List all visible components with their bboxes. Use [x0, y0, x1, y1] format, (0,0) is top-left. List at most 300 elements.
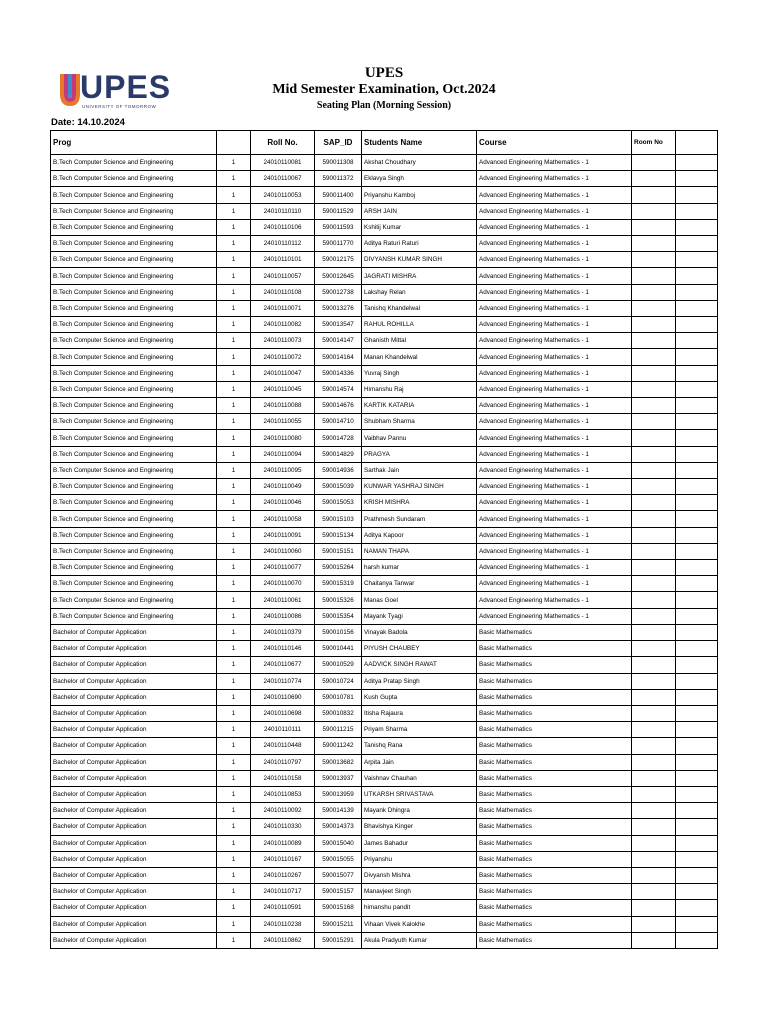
table-row: [51, 381, 718, 397]
cell-room-no: [632, 722, 676, 738]
cell-roll-no: 24010110108: [251, 284, 315, 300]
cell-prog: Bachelor of Computer Application: [51, 689, 217, 705]
cell-student-name: Aditya Raturi Raturi: [362, 236, 477, 252]
cell-semester: 1: [217, 932, 251, 948]
cell-course: Basic Mathematics: [477, 786, 632, 802]
cell-extra: [676, 916, 718, 932]
cell-course: Advanced Engineering Mathematics - 1: [477, 203, 632, 219]
seating-table: [50, 130, 718, 949]
cell-prog: Bachelor of Computer Application: [51, 754, 217, 770]
cell-prog: Bachelor of Computer Application: [51, 705, 217, 721]
cell-student-name: RAHUL ROHILLA: [362, 317, 477, 333]
cell-room-no: [632, 219, 676, 235]
table-row: [51, 300, 718, 316]
cell-student-name: Vaibhav Pannu: [362, 430, 477, 446]
cell-prog: B.Tech Computer Science and Engineering: [51, 608, 217, 624]
university-title: UPES: [364, 65, 404, 81]
cell-sap-id: 590010781: [315, 689, 362, 705]
cell-sap-id: 590014829: [315, 446, 362, 462]
cell-semester: 1: [217, 754, 251, 770]
cell-extra: [676, 381, 718, 397]
cell-semester: 1: [217, 722, 251, 738]
cell-semester: 1: [217, 819, 251, 835]
cell-roll-no: 24010110073: [251, 333, 315, 349]
table-row: [51, 641, 718, 657]
col-roll-no: Roll No.: [251, 131, 315, 155]
cell-semester: 1: [217, 219, 251, 235]
cell-roll-no: 24010110797: [251, 754, 315, 770]
cell-extra: [676, 867, 718, 883]
cell-sap-id: 590015134: [315, 527, 362, 543]
cell-room-no: [632, 673, 676, 689]
cell-student-name: Vaishnav Chauhan: [362, 770, 477, 786]
cell-semester: 1: [217, 349, 251, 365]
cell-prog: B.Tech Computer Science and Engineering: [51, 398, 217, 414]
table-row: [51, 722, 718, 738]
cell-student-name: Ghanisth Mittal: [362, 333, 477, 349]
cell-prog: B.Tech Computer Science and Engineering: [51, 236, 217, 252]
table-row: [51, 673, 718, 689]
cell-semester: 1: [217, 479, 251, 495]
cell-room-no: [632, 884, 676, 900]
cell-room-no: [632, 333, 676, 349]
table-row: [51, 932, 718, 948]
cell-extra: [676, 835, 718, 851]
cell-roll-no: 24010110046: [251, 495, 315, 511]
cell-roll-no: 24010110330: [251, 819, 315, 835]
cell-room-no: [632, 900, 676, 916]
cell-course: Advanced Engineering Mathematics - 1: [477, 560, 632, 576]
cell-sap-id: 590013276: [315, 300, 362, 316]
cell-student-name: Yuvraj Singh: [362, 365, 477, 381]
cell-semester: 1: [217, 592, 251, 608]
cell-prog: B.Tech Computer Science and Engineering: [51, 187, 217, 203]
cell-prog: B.Tech Computer Science and Engineering: [51, 381, 217, 397]
cell-semester: 1: [217, 705, 251, 721]
cell-room-no: [632, 479, 676, 495]
cell-roll-no: 24010110077: [251, 560, 315, 576]
cell-extra: [676, 268, 718, 284]
cell-course: Basic Mathematics: [477, 624, 632, 640]
cell-roll-no: 24010110095: [251, 462, 315, 478]
cell-course: Advanced Engineering Mathematics - 1: [477, 511, 632, 527]
exam-title: Mid Semester Examination, Oct.2024: [272, 82, 496, 97]
cell-course: Basic Mathematics: [477, 819, 632, 835]
cell-room-no: [632, 171, 676, 187]
cell-prog: B.Tech Computer Science and Engineering: [51, 300, 217, 316]
cell-prog: B.Tech Computer Science and Engineering: [51, 511, 217, 527]
cell-extra: [676, 317, 718, 333]
cell-sap-id: 590014139: [315, 803, 362, 819]
cell-sap-id: 590015151: [315, 543, 362, 559]
cell-prog: Bachelor of Computer Application: [51, 803, 217, 819]
cell-semester: 1: [217, 624, 251, 640]
cell-extra: [676, 722, 718, 738]
cell-prog: B.Tech Computer Science and Engineering: [51, 317, 217, 333]
cell-room-no: [632, 560, 676, 576]
cell-room-no: [632, 300, 676, 316]
cell-sap-id: 590011215: [315, 722, 362, 738]
cell-room-no: [632, 155, 676, 171]
cell-semester: 1: [217, 576, 251, 592]
cell-course: Advanced Engineering Mathematics - 1: [477, 252, 632, 268]
cell-room-no: [632, 414, 676, 430]
cell-sap-id: 590010441: [315, 641, 362, 657]
cell-semester: 1: [217, 527, 251, 543]
cell-room-no: [632, 592, 676, 608]
cell-prog: Bachelor of Computer Application: [51, 770, 217, 786]
col-room-no: Room No: [632, 131, 676, 155]
cell-student-name: PRAGYA: [362, 446, 477, 462]
cell-course: Advanced Engineering Mathematics - 1: [477, 381, 632, 397]
cell-sap-id: 590014676: [315, 398, 362, 414]
cell-extra: [676, 252, 718, 268]
cell-semester: 1: [217, 851, 251, 867]
cell-extra: [676, 495, 718, 511]
cell-semester: 1: [217, 446, 251, 462]
table-row: [51, 187, 718, 203]
cell-room-no: [632, 446, 676, 462]
cell-semester: 1: [217, 543, 251, 559]
cell-semester: 1: [217, 462, 251, 478]
cell-semester: 1: [217, 738, 251, 754]
cell-student-name: Priyanshu: [362, 851, 477, 867]
cell-prog: B.Tech Computer Science and Engineering: [51, 592, 217, 608]
cell-course: Advanced Engineering Mathematics - 1: [477, 155, 632, 171]
cell-extra: [676, 641, 718, 657]
cell-prog: Bachelor of Computer Application: [51, 819, 217, 835]
cell-sap-id: 590014336: [315, 365, 362, 381]
cell-student-name: Kshitij Kumar: [362, 219, 477, 235]
table-header-row: [51, 131, 718, 155]
cell-sap-id: 590012738: [315, 284, 362, 300]
cell-extra: [676, 657, 718, 673]
cell-course: Basic Mathematics: [477, 803, 632, 819]
cell-prog: B.Tech Computer Science and Engineering: [51, 268, 217, 284]
cell-prog: B.Tech Computer Science and Engineering: [51, 560, 217, 576]
cell-prog: Bachelor of Computer Application: [51, 851, 217, 867]
cell-roll-no: 24010110067: [251, 171, 315, 187]
cell-sap-id: 590010832: [315, 705, 362, 721]
cell-room-no: [632, 689, 676, 705]
table-row: [51, 835, 718, 851]
cell-student-name: James Bahadur: [362, 835, 477, 851]
cell-semester: 1: [217, 673, 251, 689]
cell-sap-id: 590015326: [315, 592, 362, 608]
table-row: [51, 365, 718, 381]
cell-prog: Bachelor of Computer Application: [51, 738, 217, 754]
cell-course: Advanced Engineering Mathematics - 1: [477, 608, 632, 624]
cell-semester: 1: [217, 900, 251, 916]
cell-roll-no: 24010110111: [251, 722, 315, 738]
cell-extra: [676, 155, 718, 171]
cell-sap-id: 590015319: [315, 576, 362, 592]
cell-semester: 1: [217, 236, 251, 252]
cell-roll-no: 24010110448: [251, 738, 315, 754]
col-prog: Prog: [51, 131, 217, 155]
cell-roll-no: 24010110081: [251, 155, 315, 171]
table-row: [51, 219, 718, 235]
cell-course: Advanced Engineering Mathematics - 1: [477, 543, 632, 559]
seating-table-body: [51, 155, 718, 949]
cell-roll-no: 24010110146: [251, 641, 315, 657]
cell-room-no: [632, 462, 676, 478]
cell-prog: Bachelor of Computer Application: [51, 786, 217, 802]
cell-sap-id: 590014373: [315, 819, 362, 835]
cell-course: Advanced Engineering Mathematics - 1: [477, 430, 632, 446]
cell-course: Basic Mathematics: [477, 916, 632, 932]
cell-course: Basic Mathematics: [477, 738, 632, 754]
cell-room-no: [632, 203, 676, 219]
cell-semester: 1: [217, 867, 251, 883]
cell-course: Advanced Engineering Mathematics - 1: [477, 284, 632, 300]
cell-student-name: himanshu pandit: [362, 900, 477, 916]
cell-semester: 1: [217, 430, 251, 446]
table-row: [51, 786, 718, 802]
cell-roll-no: 24010110072: [251, 349, 315, 365]
logo-wordmark: UPES: [80, 69, 172, 105]
cell-prog: B.Tech Computer Science and Engineering: [51, 446, 217, 462]
table-row: [51, 851, 718, 867]
cell-roll-no: 24010110058: [251, 511, 315, 527]
cell-course: Advanced Engineering Mathematics - 1: [477, 349, 632, 365]
cell-extra: [676, 770, 718, 786]
cell-room-no: [632, 576, 676, 592]
cell-student-name: Vihaan Vivek Kalokhe: [362, 916, 477, 932]
cell-student-name: Kush Gupta: [362, 689, 477, 705]
cell-roll-no: 24010110717: [251, 884, 315, 900]
cell-student-name: PIYUSH CHAUBEY: [362, 641, 477, 657]
cell-sap-id: 590012175: [315, 252, 362, 268]
cell-sap-id: 590015077: [315, 867, 362, 883]
cell-room-no: [632, 608, 676, 624]
cell-room-no: [632, 786, 676, 802]
cell-student-name: AADVICK SINGH RAWAT: [362, 657, 477, 673]
table-row: [51, 608, 718, 624]
cell-extra: [676, 219, 718, 235]
table-row: [51, 317, 718, 333]
cell-course: Basic Mathematics: [477, 867, 632, 883]
table-row: [51, 333, 718, 349]
cell-sap-id: 590014710: [315, 414, 362, 430]
cell-prog: Bachelor of Computer Application: [51, 624, 217, 640]
cell-student-name: Mayank Tyagi: [362, 608, 477, 624]
cell-student-name: Lakshay Relan: [362, 284, 477, 300]
cell-semester: 1: [217, 171, 251, 187]
table-row: [51, 576, 718, 592]
cell-semester: 1: [217, 495, 251, 511]
cell-course: Advanced Engineering Mathematics - 1: [477, 576, 632, 592]
cell-semester: 1: [217, 641, 251, 657]
cell-roll-no: 24010110060: [251, 543, 315, 559]
seating-plan-title: Seating Plan (Morning Session): [316, 100, 452, 111]
cell-extra: [676, 414, 718, 430]
cell-room-no: [632, 867, 676, 883]
cell-student-name: Shubham Sharma: [362, 414, 477, 430]
cell-student-name: Arpita Jain: [362, 754, 477, 770]
cell-student-name: Akshat Choudhary: [362, 155, 477, 171]
table-row: [51, 916, 718, 932]
cell-student-name: Vinayak Badola: [362, 624, 477, 640]
cell-course: Basic Mathematics: [477, 884, 632, 900]
cell-student-name: Himanshu Raj: [362, 381, 477, 397]
cell-semester: 1: [217, 511, 251, 527]
cell-room-no: [632, 187, 676, 203]
cell-course: Basic Mathematics: [477, 900, 632, 916]
cell-course: Advanced Engineering Mathematics - 1: [477, 333, 632, 349]
cell-room-no: [632, 430, 676, 446]
cell-roll-no: 24010110094: [251, 446, 315, 462]
cell-room-no: [632, 657, 676, 673]
cell-course: Basic Mathematics: [477, 689, 632, 705]
cell-sap-id: 590011400: [315, 187, 362, 203]
cell-sap-id: 590015291: [315, 932, 362, 948]
cell-prog: B.Tech Computer Science and Engineering: [51, 414, 217, 430]
cell-sap-id: 590014936: [315, 462, 362, 478]
cell-roll-no: 24010110053: [251, 187, 315, 203]
cell-course: Advanced Engineering Mathematics - 1: [477, 414, 632, 430]
cell-student-name: Chaitanya Tanwar: [362, 576, 477, 592]
cell-student-name: Manavjeet Singh: [362, 884, 477, 900]
cell-semester: 1: [217, 916, 251, 932]
cell-semester: 1: [217, 835, 251, 851]
cell-extra: [676, 624, 718, 640]
cell-course: Basic Mathematics: [477, 932, 632, 948]
cell-student-name: KRISH MISHRA: [362, 495, 477, 511]
cell-student-name: KARTIK KATARIA: [362, 398, 477, 414]
cell-prog: B.Tech Computer Science and Engineering: [51, 349, 217, 365]
cell-course: Advanced Engineering Mathematics - 1: [477, 300, 632, 316]
cell-room-no: [632, 495, 676, 511]
cell-roll-no: 24010110055: [251, 414, 315, 430]
col-extra: [676, 131, 718, 155]
cell-student-name: Akula Pradyuth Kumar: [362, 932, 477, 948]
cell-semester: 1: [217, 414, 251, 430]
table-row: [51, 770, 718, 786]
cell-roll-no: 24010110080: [251, 430, 315, 446]
cell-course: Advanced Engineering Mathematics - 1: [477, 268, 632, 284]
cell-roll-no: 24010110591: [251, 900, 315, 916]
cell-extra: [676, 462, 718, 478]
cell-student-name: Manan Khandelwal: [362, 349, 477, 365]
cell-semester: 1: [217, 381, 251, 397]
cell-sap-id: 590011770: [315, 236, 362, 252]
cell-semester: 1: [217, 884, 251, 900]
table-row: [51, 657, 718, 673]
cell-prog: B.Tech Computer Science and Engineering: [51, 203, 217, 219]
cell-semester: 1: [217, 803, 251, 819]
cell-extra: [676, 884, 718, 900]
table-row: [51, 819, 718, 835]
cell-extra: [676, 365, 718, 381]
cell-student-name: Eklavya Singh: [362, 171, 477, 187]
table-row: [51, 705, 718, 721]
cell-room-no: [632, 398, 676, 414]
cell-course: Advanced Engineering Mathematics - 1: [477, 462, 632, 478]
cell-student-name: Manas Goel: [362, 592, 477, 608]
cell-extra: [676, 333, 718, 349]
cell-prog: B.Tech Computer Science and Engineering: [51, 171, 217, 187]
cell-sap-id: 590014574: [315, 381, 362, 397]
cell-prog: Bachelor of Computer Application: [51, 900, 217, 916]
cell-course: Advanced Engineering Mathematics - 1: [477, 592, 632, 608]
cell-course: Advanced Engineering Mathematics - 1: [477, 398, 632, 414]
cell-course: Advanced Engineering Mathematics - 1: [477, 479, 632, 495]
cell-extra: [676, 511, 718, 527]
cell-student-name: DIVYANSH KUMAR SINGH: [362, 252, 477, 268]
cell-semester: 1: [217, 365, 251, 381]
cell-roll-no: 24010110070: [251, 576, 315, 592]
cell-prog: B.Tech Computer Science and Engineering: [51, 252, 217, 268]
cell-prog: Bachelor of Computer Application: [51, 932, 217, 948]
table-row: [51, 511, 718, 527]
table-row: [51, 495, 718, 511]
cell-extra: [676, 430, 718, 446]
table-row: [51, 203, 718, 219]
cell-room-no: [632, 365, 676, 381]
table-row: [51, 155, 718, 171]
cell-semester: 1: [217, 300, 251, 316]
cell-prog: B.Tech Computer Science and Engineering: [51, 430, 217, 446]
cell-room-no: [632, 543, 676, 559]
exam-date: Date: 14.10.2024: [51, 117, 125, 128]
cell-course: Advanced Engineering Mathematics - 1: [477, 236, 632, 252]
cell-student-name: Tanishq Khandelwal: [362, 300, 477, 316]
cell-prog: B.Tech Computer Science and Engineering: [51, 495, 217, 511]
cell-extra: [676, 673, 718, 689]
cell-prog: B.Tech Computer Science and Engineering: [51, 576, 217, 592]
cell-course: Basic Mathematics: [477, 754, 632, 770]
cell-prog: B.Tech Computer Science and Engineering: [51, 543, 217, 559]
table-row: [51, 592, 718, 608]
cell-prog: B.Tech Computer Science and Engineering: [51, 479, 217, 495]
cell-student-name: Priyam Sharma: [362, 722, 477, 738]
cell-sap-id: 590015040: [315, 835, 362, 851]
cell-semester: 1: [217, 203, 251, 219]
cell-semester: 1: [217, 252, 251, 268]
cell-extra: [676, 543, 718, 559]
cell-sap-id: 590015354: [315, 608, 362, 624]
cell-room-no: [632, 252, 676, 268]
cell-sap-id: 590015055: [315, 851, 362, 867]
table-row: [51, 867, 718, 883]
cell-roll-no: 24010110106: [251, 219, 315, 235]
table-row: [51, 268, 718, 284]
cell-sap-id: 590011529: [315, 203, 362, 219]
table-row: [51, 884, 718, 900]
table-row: [51, 803, 718, 819]
cell-room-no: [632, 268, 676, 284]
cell-room-no: [632, 236, 676, 252]
cell-semester: 1: [217, 155, 251, 171]
cell-extra: [676, 786, 718, 802]
cell-extra: [676, 608, 718, 624]
cell-roll-no: 24010110091: [251, 527, 315, 543]
cell-room-no: [632, 527, 676, 543]
cell-semester: 1: [217, 268, 251, 284]
cell-prog: Bachelor of Computer Application: [51, 673, 217, 689]
cell-semester: 1: [217, 317, 251, 333]
cell-extra: [676, 300, 718, 316]
cell-roll-no: 24010110092: [251, 803, 315, 819]
cell-room-no: [632, 641, 676, 657]
cell-extra: [676, 203, 718, 219]
cell-room-no: [632, 754, 676, 770]
cell-student-name: Prathmesh Sundaram: [362, 511, 477, 527]
cell-prog: B.Tech Computer Science and Engineering: [51, 155, 217, 171]
cell-student-name: ARSH JAIN: [362, 203, 477, 219]
table-row: [51, 349, 718, 365]
